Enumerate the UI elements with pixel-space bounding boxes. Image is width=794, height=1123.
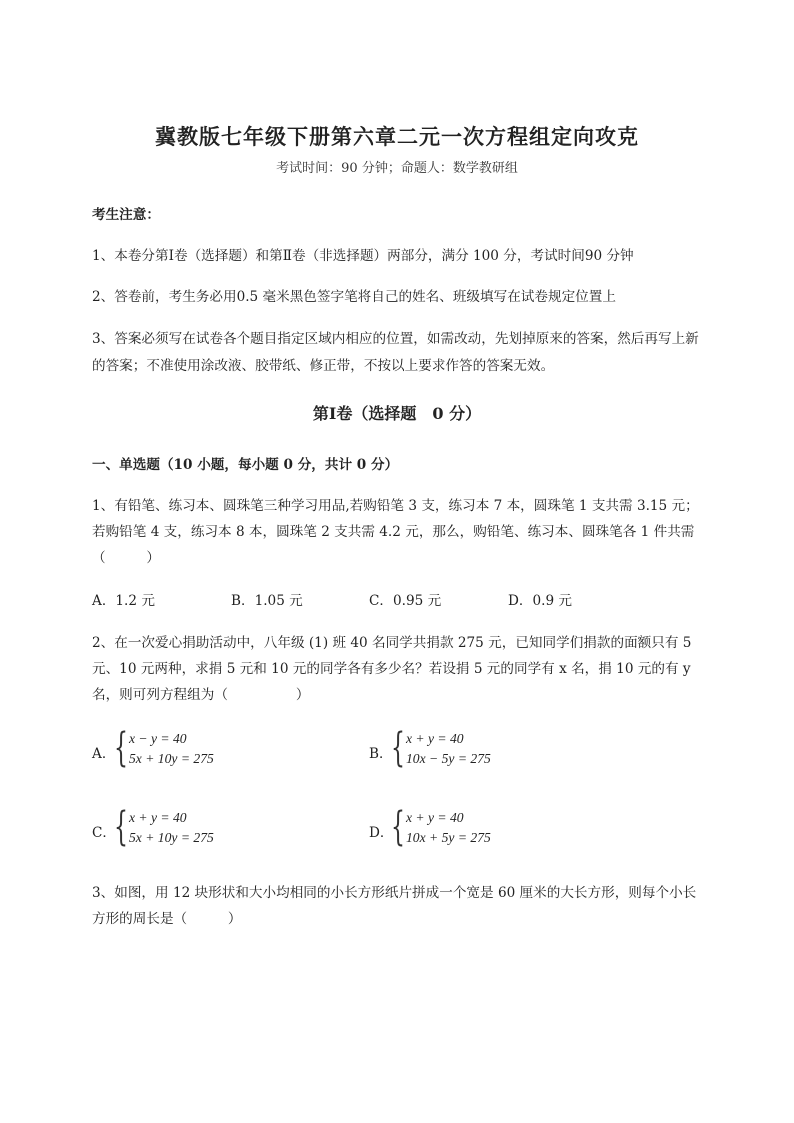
option-a-system <box>92 725 292 775</box>
question-1-line: 若购铅笔 4 支，练习本 8 本，圆珠笔 2 支共需 4.2 元，那么，购铅笔、练习本、圆珠笔各 1 件共需 <box>92 524 695 540</box>
notice-heading: 考生注意： <box>92 207 160 223</box>
equation: 5x + 10y = 275 <box>129 751 214 766</box>
option-b-label: B． <box>369 746 393 762</box>
equation: 10x − 5y = 275 <box>406 751 491 766</box>
option-b: B．1.05 元 <box>231 593 303 609</box>
brace-icon: { <box>391 804 405 850</box>
page-title: 冀教版七年级下册第六章二元一次方程组定向攻克 <box>155 124 639 149</box>
option-d: D．0.9 元 <box>508 593 573 609</box>
question-2-line: 2、在一次爱心捐助活动中，八年级 (1) 班 40 名同学共捐款 275 元，已知同学们捐款的面额只有 5 <box>92 635 692 651</box>
option-d-system <box>369 804 569 854</box>
question-3-answer-blank: 方形的周长是（ ） <box>92 911 242 927</box>
equation: x + y = 40 <box>129 810 187 825</box>
option-c: C．0.95 元 <box>369 593 442 609</box>
equation: x − y = 40 <box>129 731 187 746</box>
section-title: 第Ⅰ卷（选择题 0 分） <box>312 404 482 423</box>
question-1-line: 1、有铅笔、练习本、圆珠笔三种学习用品,若购铅笔 3 支，练习本 7 本，圆珠笔 1 支共需 3.15 元； <box>92 498 699 514</box>
option-d-label: D． <box>369 825 394 841</box>
option-b-system <box>369 725 569 775</box>
question-2-line: 元、10 元两种，求捐 5 元和 10 元的同学各有多少名？若设捐 5 元的同学有 x 名，捐 10 元的有 y <box>92 661 691 677</box>
option-c-label: C． <box>92 825 116 841</box>
equation: 5x + 10y = 275 <box>129 830 214 845</box>
notice-item: 3、答案必须写在试卷各个题目指定区域内相应的位置，如需改动，先划掉原来的答案，然后再写上新 <box>92 331 699 347</box>
exam-info: 考试时间：90 分钟；命题人：数学教研组 <box>276 161 518 176</box>
equation: 10x + 5y = 275 <box>406 830 491 845</box>
part-heading: 一、单选题（10 小题，每小题 0 分，共计 0 分） <box>92 457 399 473</box>
question-2-answer-blank: 名，则可列方程组为（ ） <box>92 687 310 703</box>
brace-icon: { <box>391 725 405 771</box>
option-a: A．1.2 元 <box>92 593 155 609</box>
equation: x + y = 40 <box>406 810 464 825</box>
brace-icon: { <box>114 804 128 850</box>
notice-item: 1、本卷分第Ⅰ卷（选择题）和第Ⅱ卷（非选择题）两部分，满分 100 分，考试时间90 分钟 <box>92 248 634 264</box>
equation: x + y = 40 <box>406 731 464 746</box>
option-c-system <box>92 804 292 854</box>
brace-icon: { <box>114 725 128 771</box>
question-1-answer-blank: （ ） <box>92 550 160 566</box>
notice-item: 的答案；不准使用涂改液、胶带纸、修正带，不按以上要求作答的答案无效。 <box>92 358 555 374</box>
notice-item: 2、答卷前，考生务必用0.5 毫米黑色签字笔将自己的姓名、班级填写在试卷规定位置上 <box>92 289 616 305</box>
question-3-line: 3、如图，用 12 块形状和大小均相同的小长方形纸片拼成一个宽是 60 厘米的大长方形，则每个小长 <box>92 885 697 901</box>
option-a-label: A． <box>92 746 116 762</box>
